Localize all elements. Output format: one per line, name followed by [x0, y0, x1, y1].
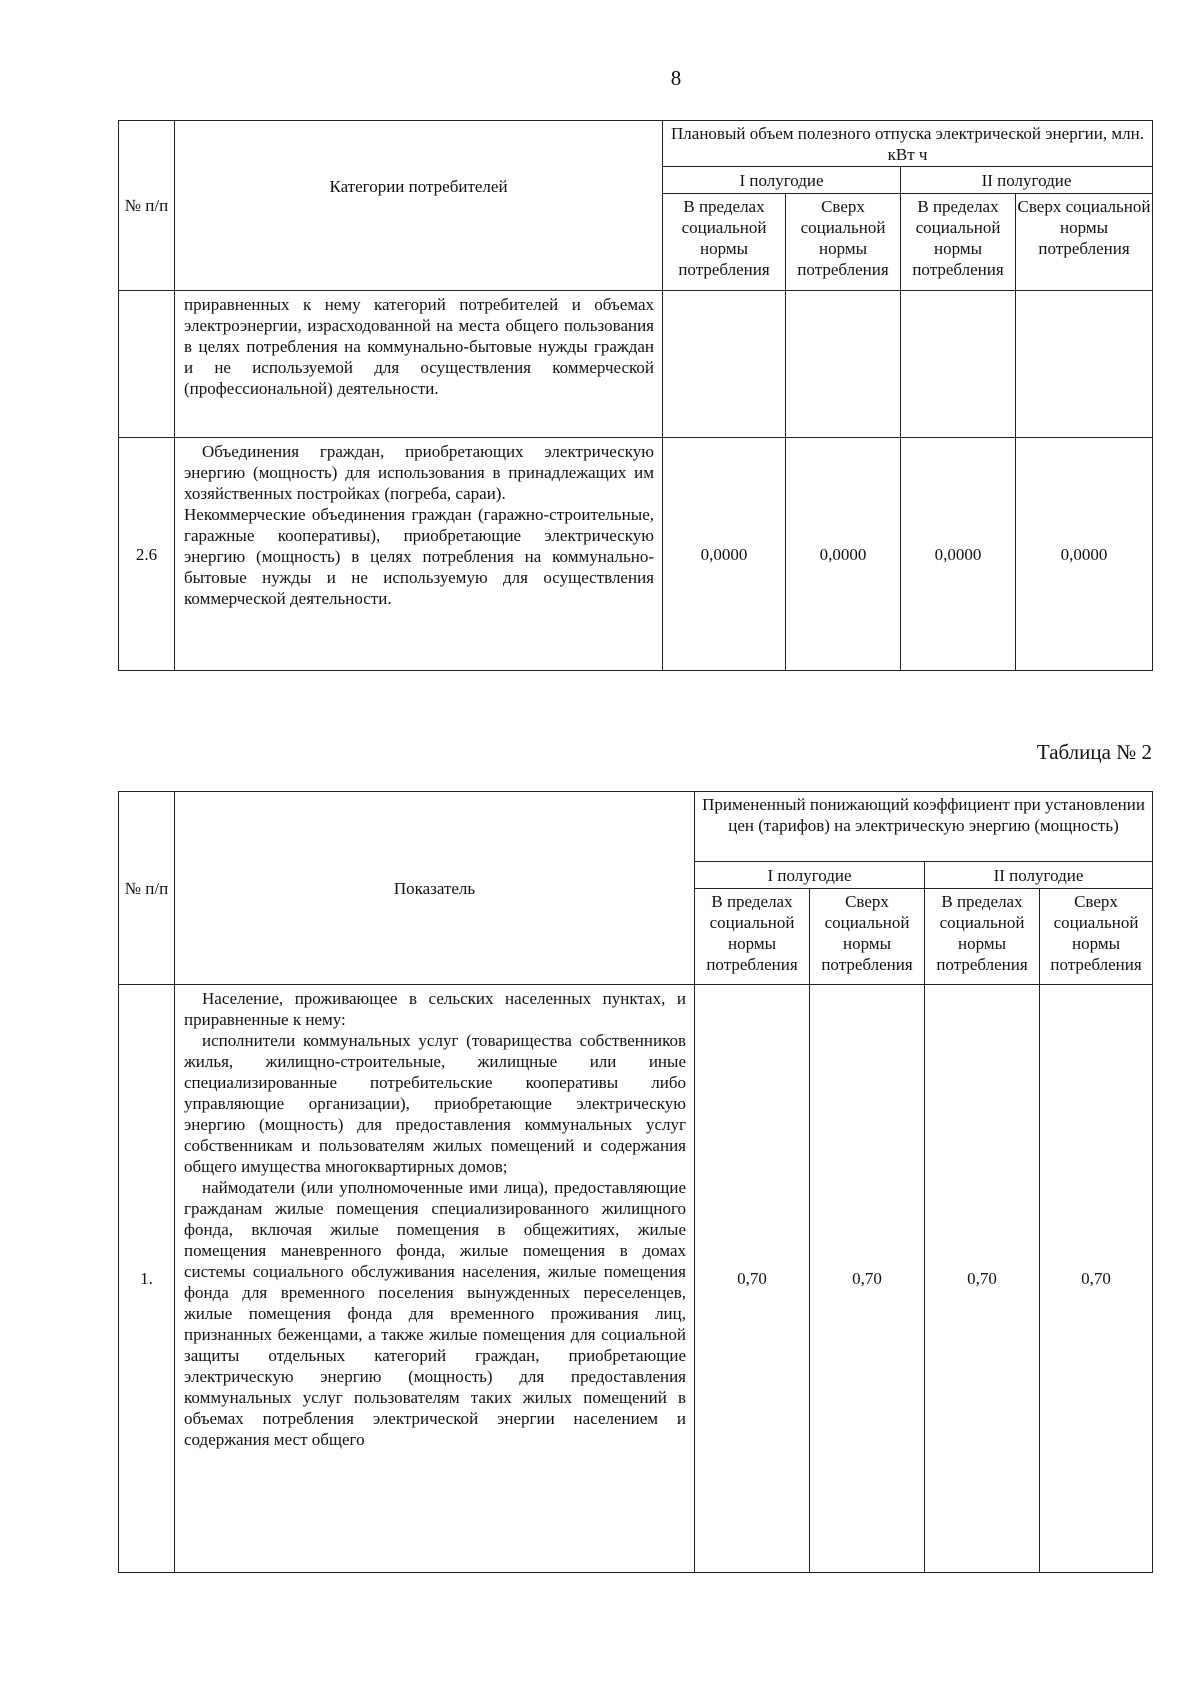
header-sub-above-norm: Сверх социальной нормы потребления	[1016, 194, 1153, 291]
row-value: 0,70	[810, 985, 925, 1573]
table-row	[119, 438, 1153, 671]
header-sub-above-norm: Сверх социальной нормы потребления	[810, 889, 925, 985]
reduction-coefficient-table	[118, 791, 1153, 1573]
row-value: 0,70	[1040, 985, 1153, 1573]
consumption-volume-table	[118, 120, 1153, 671]
row-value: 0,0000	[901, 438, 1016, 671]
row-text-paragraph: Население, проживающее в сельских населенных пунктах, и приравненные к нему:	[184, 989, 686, 1029]
header-num: № п/п	[119, 792, 175, 985]
row-value: 0,70	[925, 985, 1040, 1573]
row-value: 0,0000	[1016, 438, 1153, 671]
header-category: Категории потребителей	[175, 121, 663, 291]
row-value	[786, 291, 901, 438]
row-text	[175, 438, 663, 671]
table2-caption: Таблица № 2	[1036, 740, 1152, 764]
row-text-paragraph: наймодатели (или уполномоченные ими лица), предоставляющие гражданам жилые помещения специализированного жилищного фонда, включая жилые помещения в общежитиях, жилые помещения маневренного фонда, жилые помещения в домах системы социального обслуживания населения, жилые помещения фонда для временного поселения вынужденных переселенцев, жилые помещения фонда для временного проживания лиц, признанных беженцами, а также жилые помещения для социальной защиты отдельных категорий граждан, приобретающие электрическую энергию (мощность) для предоставления коммунальных услуг пользователям таких жилых помещений в объемах потребления электрической энергии населением и содержания мест общего	[184, 1178, 686, 1449]
row-value: 0,0000	[663, 438, 786, 671]
row-value: 0,0000	[786, 438, 901, 671]
header-sub-above-norm: Сверх социальной нормы потребления	[1040, 889, 1153, 985]
table-row	[119, 985, 1153, 1573]
header-sub-above-norm: Сверх социальной нормы потребления	[786, 194, 901, 291]
row-text-paragraph: исполнители коммунальных услуг (товарищества собственников жилья, жилищно-строительные, жилищные или иные специализированные потребительские кооперативы либо управляющие организации), приобретающие электрическую энергию (мощность) для предоставления коммунальных услуг собственникам и пользователям жилых помещений и содержания общего имущества многоквартирных домов;	[184, 1031, 686, 1176]
header-half2: II полугодие	[901, 167, 1153, 194]
row-text-paragraph: Некоммерческие объединения граждан (гаражно-строительные, гаражные кооперативы), приобретающие электрическую энергию (мощность) в целях потребления на коммунально-бытовые нужды и не используемую для осуществления коммерческой деятельности.	[184, 505, 654, 608]
header-indicator: Показатель	[175, 792, 695, 985]
row-value: 0,70	[695, 985, 810, 1573]
header-half1: I полугодие	[663, 167, 901, 194]
row-value	[1016, 291, 1153, 438]
header-num: № п/п	[119, 121, 175, 291]
row-value	[901, 291, 1016, 438]
row-text-paragraph: Объединения граждан, приобретающих электрическую энергию (мощность) для использования в принадлежащих им хозяйственных постройках (погреба, сараи).	[184, 442, 654, 503]
header-half1: I полугодие	[695, 862, 925, 889]
header-sub-within-norm: В пределах социальной нормы потребления	[901, 194, 1016, 291]
header-sub-within-norm: В пределах социальной нормы потребления	[663, 194, 786, 291]
header-half2: II полугодие	[925, 862, 1153, 889]
row-num	[119, 291, 175, 438]
row-num: 2.6	[119, 438, 175, 671]
row-value	[663, 291, 786, 438]
row-num: 1.	[119, 985, 175, 1573]
header-coefficient-group: Примененный понижающий коэффициент при установлении цен (тарифов) на электрическую энергию (мощность)	[695, 792, 1153, 862]
header-sub-within-norm: В пределах социальной нормы потребления	[925, 889, 1040, 985]
row-text	[175, 985, 695, 1573]
row-text: приравненных к нему категорий потребителей и объемах электроэнергии, израсходованной на места общего пользования в целях потребления на коммунально-бытовые нужды граждан и не используемой для осуществления коммерческой (профессиональной) деятельности.	[175, 291, 663, 438]
header-volume-group: Плановый объем полезного отпуска электрической энергии, млн. кВт ч	[663, 121, 1153, 167]
table-row	[119, 291, 1153, 438]
page-number: 8	[670, 66, 682, 90]
header-sub-within-norm: В пределах социальной нормы потребления	[695, 889, 810, 985]
